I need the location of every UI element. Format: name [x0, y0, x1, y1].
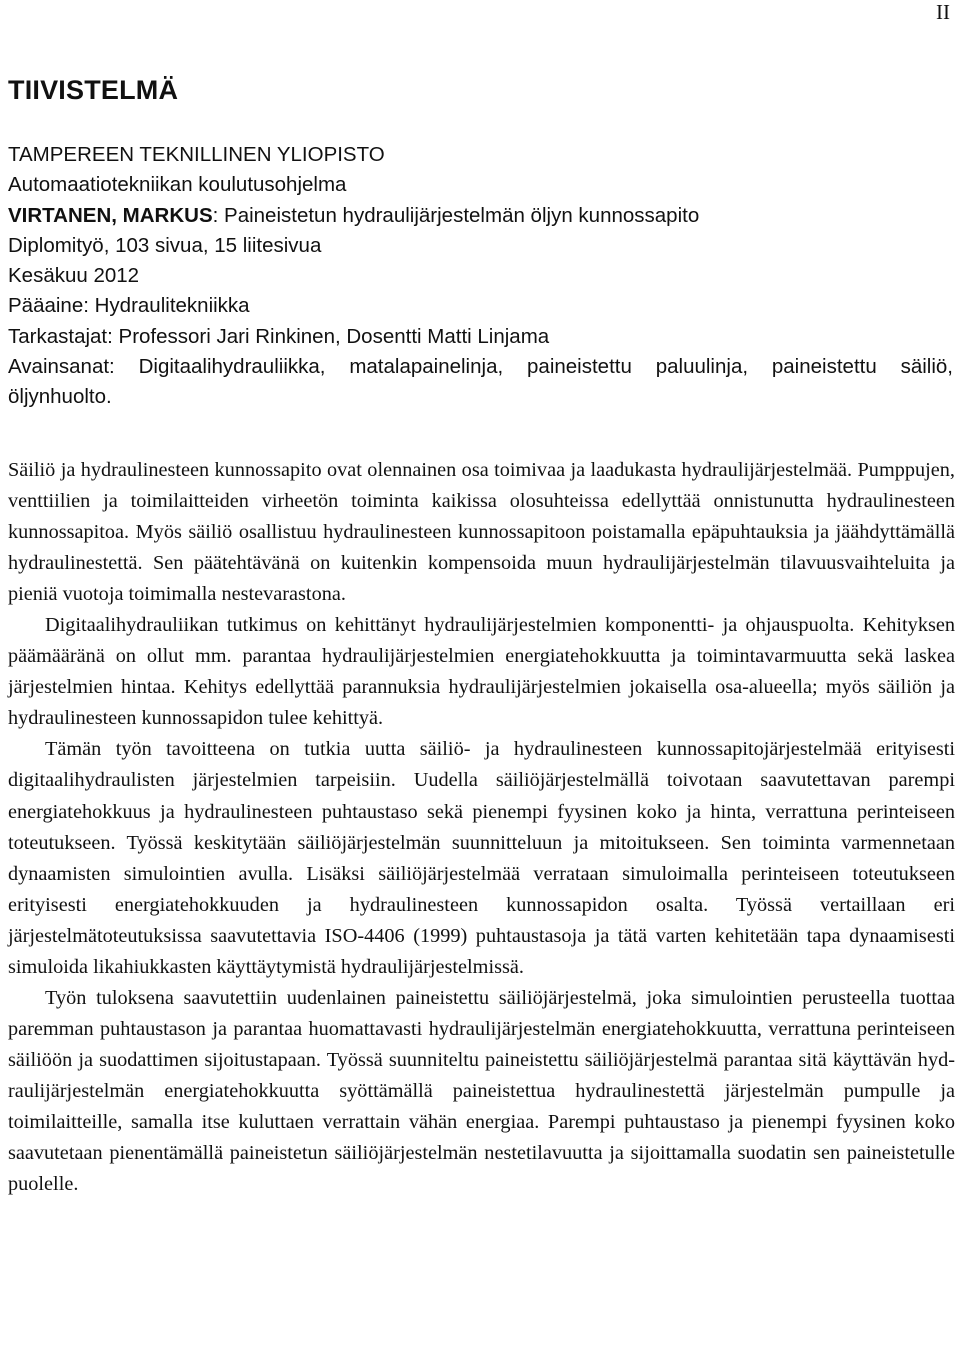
degree-programme: Automaatiotekniikan koulutusohjelma — [8, 173, 347, 197]
paragraph-3: Tämän työn tavoitteena on tutkia uutta säiliö- ja hydraulinesteen kunnossapitojärjestelmää erityisesti digitaalihydraulisten järjestelmien tarpeisiin. Uudella säiliöjärjestelmällä toivotaan saavutettavan parempi energiatehokkuus ja hydraulinesteen puhtaustaso sekä pienempi fyysinen koko ja hinta, verrattuna perinteiseen toteutukseen. Työssä keskitytään säiliöjärjestelmän suunnitteluun ja mitoitukseen. Sen toiminta varmennetaan dynaamisten simulointien avulla. Lisäksi säiliöjärjestelmää verrataan simuloimalla perinteiseen toteutukseen erityisesti energiatehokkuuden ja hydraulinesteen kunnossapidon osalta. Työssä vertaillaan eri järjestelmätoteutuksissa saavutettavia ISO-4406 (1999) puhtaustasoja ja tätä varten kehitetään tapa dynaamisesti simuloida likahiukkasten käyttäytymistä hydraulijärjestelmissä. — [8, 738, 955, 978]
abstract-metadata — [8, 140, 953, 413]
major-subject: Pääaine: Hydraulitekniikka — [8, 294, 250, 318]
author-name: VIRTANEN, MARKUS — [8, 203, 213, 227]
paragraph-1: Säiliö ja hydraulinesteen kunnossapito ovat olennainen osa toimivaa ja laadukasta hydraulijärjestelmää. Pumppujen, venttiilien ja toimilaitteiden virheetön toiminta kaikissa olosuhteissa edellyttää onnistunutta hydraulinesteen kunnossapitoa. Myös säiliö osallistuu hydraulinesteen kunnossapitoon poistamalla epäpuhtauksia ja jäähdyttämällä hydraulinestettä. Sen päätehtävänä on kuitenkin kompensoida muun hydraulijärjestelmän tilavuusvaihteluita ja pieniä vuotoja toimimalla nestevarastona. — [8, 459, 955, 606]
keywords: Avainsanat: Digitaalihydrauliikka, matalapainelinja, paineistettu paluulinja, paineistettu säiliö, öljynhuolto. — [8, 355, 953, 409]
paragraph-4: Työn tuloksena saavutettiin uudenlainen paineistettu säiliöjärjestelmä, joka simulointien perusteella tuottaa paremman puhtaustason ja parantaa huomattavasti hydraulijärjestelmän energiatehokkuutta, verrattuna perinteiseen säiliöön ja suodattimen sijoitustapaan. Työssä suunniteltu paineistettu säiliöjärjestelmä parantaa sitä käyttävän hydraulijärjestelmän energiatehokkuutta syöttämällä paineistettua hydraulinestettä järjestelmän pumpulle ja toimilaitteille, samalla itse kuluttaen verrattain vähän energiaa. Parempi puhtaustaso ja pienempi fyysinen koko saavutetaan pienentämällä paineistetun säiliöjärjestelmän nestetilavuutta ja sijoittamalla suodatin sen paineistetulle puolelle. — [8, 986, 955, 1196]
paragraph-2: Digitaalihydrauliikan tutkimus on kehittänyt hydraulijärjestelmien komponentti- ja ohjauspuolta. Kehityksen päämääränä on ollut mm. parantaa hydraulijärjestelmien energiatehokkuutta ja toimintavarmuutta sekä laskea järjestelmien hintaa. Kehitys edellyttää parannuksia hydraulijärjestelmien jokaisella osa-alueella; myös säiliön ja hydraulinesteen kunnossapidon tulee kehittyä. — [8, 614, 955, 730]
abstract-body — [8, 455, 955, 1200]
page-number: II — [936, 0, 950, 24]
thesis-title: Paineistetun hydraulijärjestelmän öljyn kunnossapito — [224, 203, 700, 227]
university-name: TAMPEREEN TEKNILLINEN YLIOPISTO — [8, 143, 385, 166]
examiners: Tarkastajat: Professori Jari Rinkinen, Dosentti Matti Linjama — [8, 324, 550, 348]
abstract-heading: TIIVISTELMÄ — [8, 75, 179, 105]
thesis-info: Diplomityö, 103 sivua, 15 liitesivua — [8, 233, 322, 257]
author-title-line — [8, 201, 953, 231]
thesis-date: Kesäkuu 2012 — [8, 264, 140, 288]
title-separator: : — [212, 203, 225, 227]
